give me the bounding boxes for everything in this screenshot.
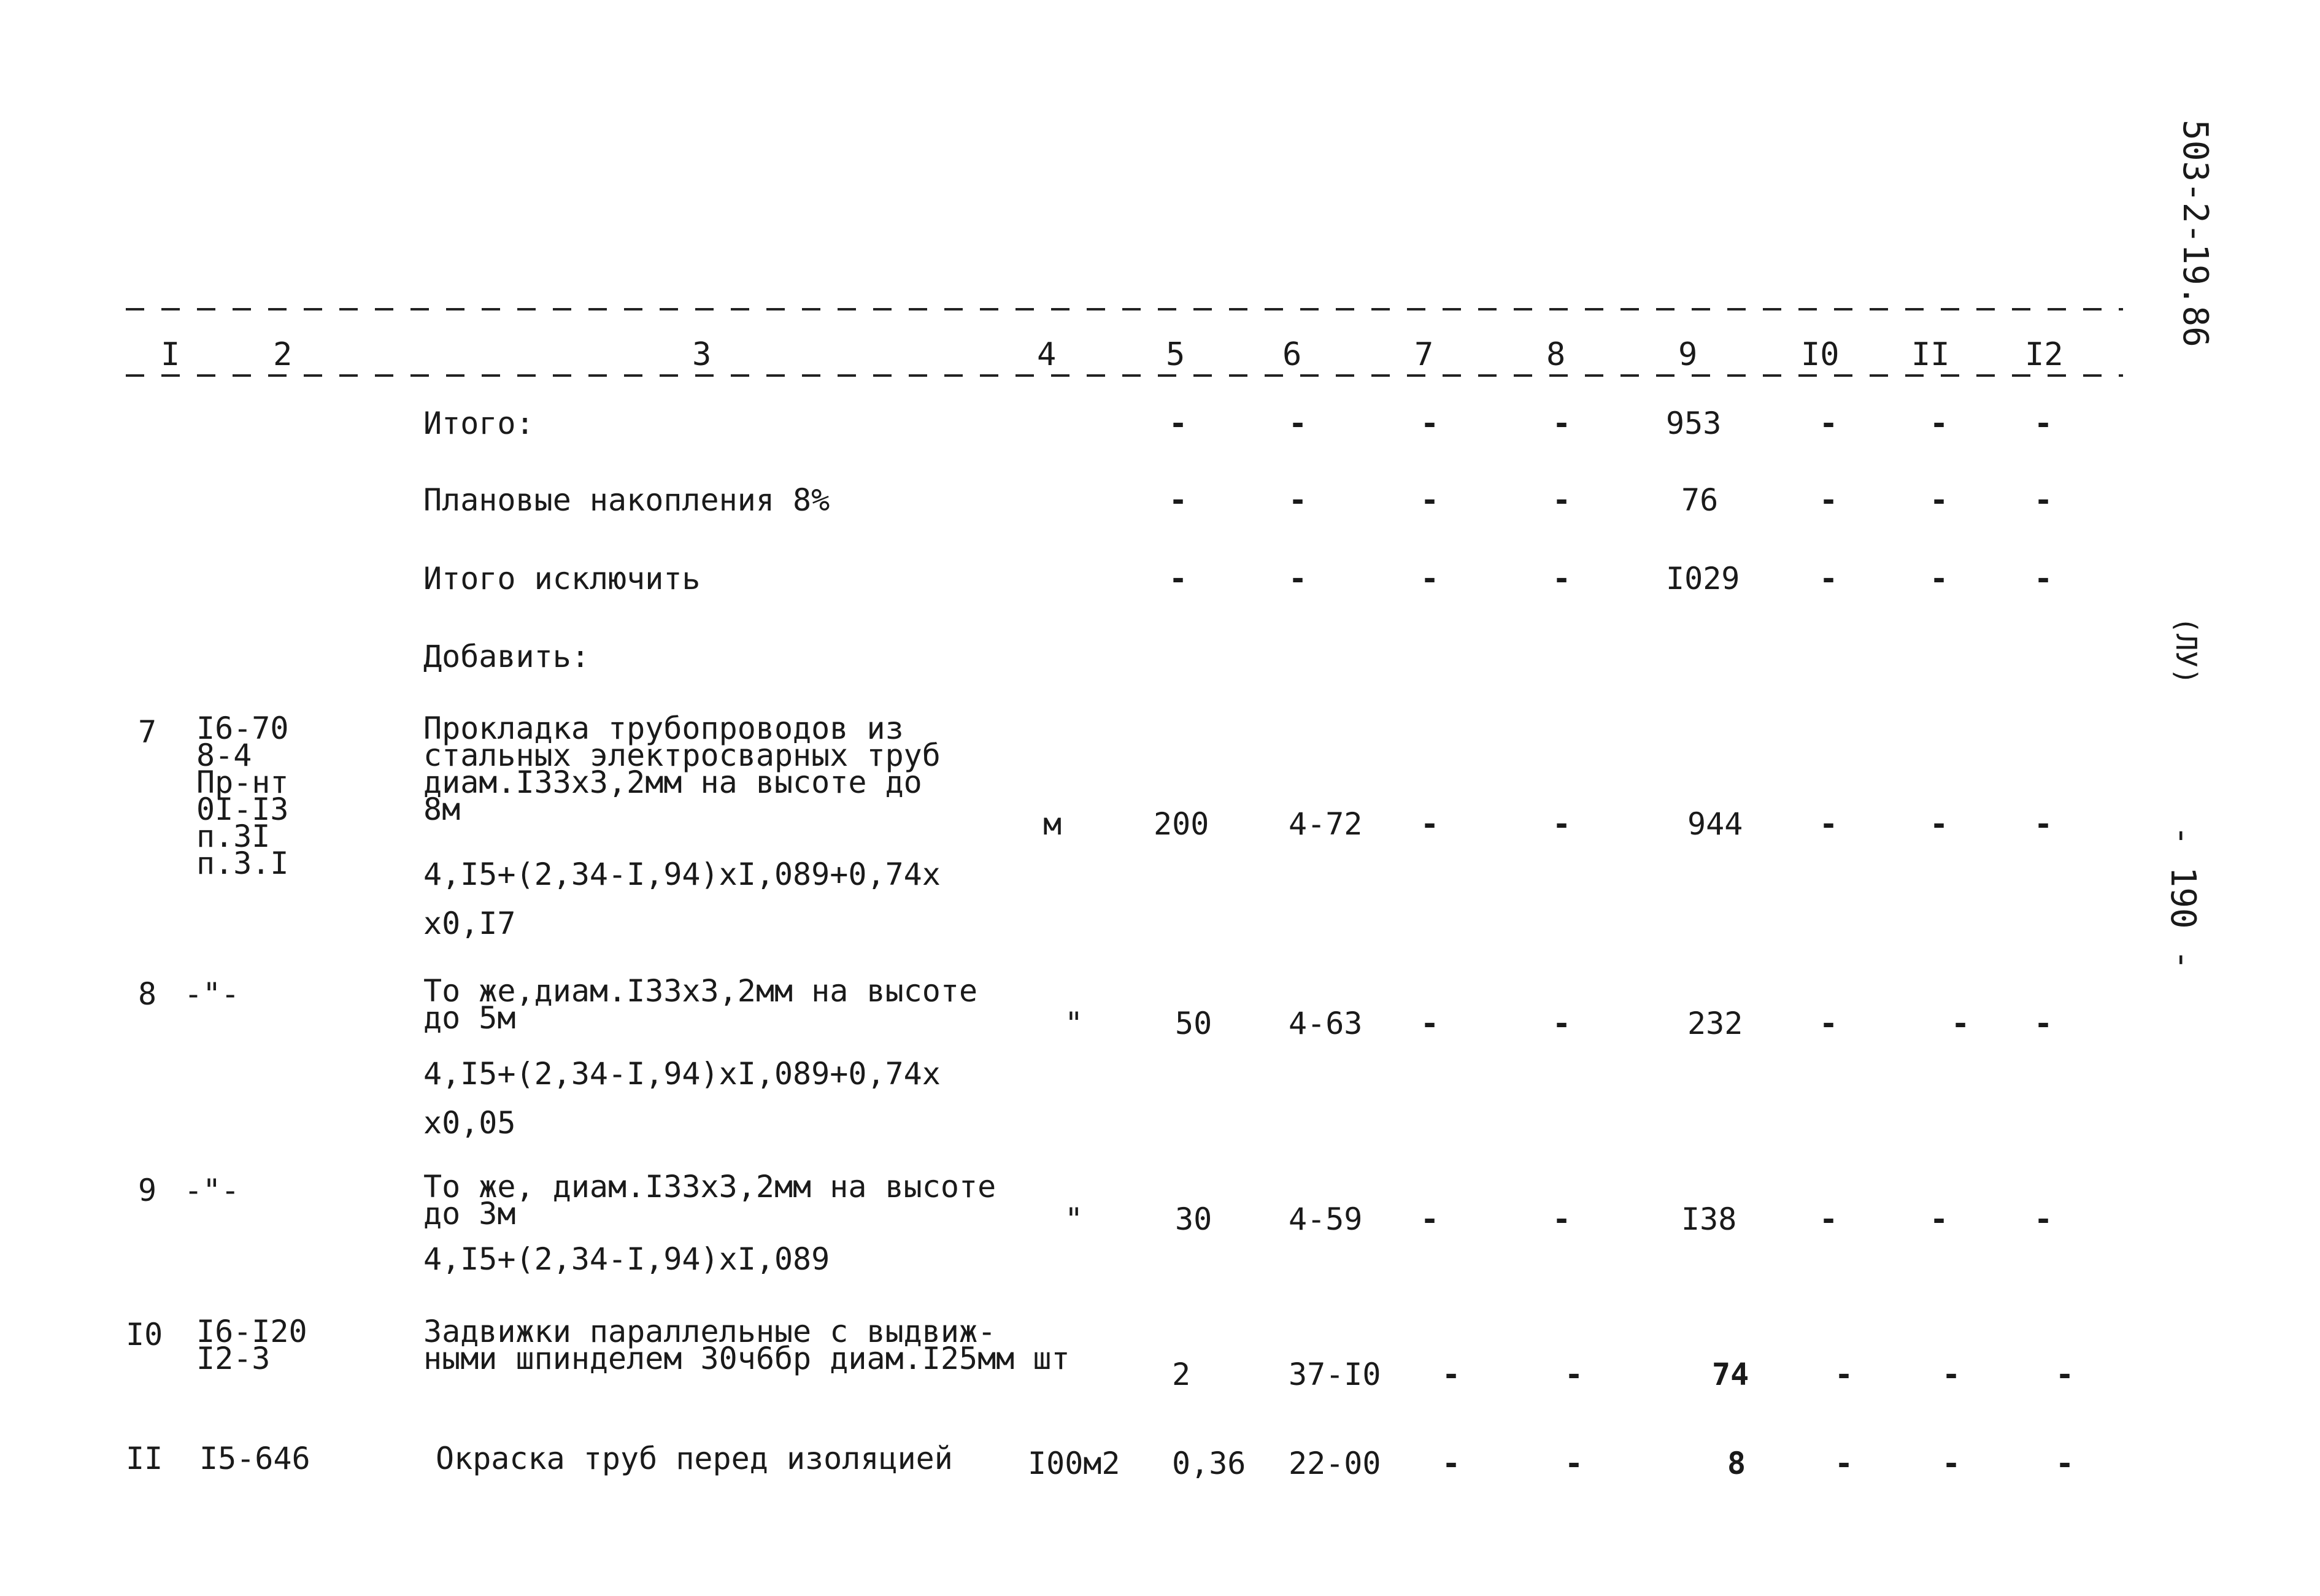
cell-c8: - — [1552, 806, 1571, 842]
cell-c5: - — [1169, 561, 1188, 596]
row-formula: 4,I5+(2,34-I,94)хI,089 — [423, 1241, 830, 1277]
cell-c8: - — [1552, 1201, 1571, 1237]
cell-c10: - — [1819, 1006, 1838, 1041]
cell-c12: - — [2034, 406, 2053, 441]
cell-unit: м — [1043, 806, 1062, 842]
row-code: -"- — [184, 1173, 240, 1208]
row-code: I6-70 8-4 Пр-нт 0I-I3 п.3I п.3.I — [196, 711, 289, 881]
cell-total: I38 — [1681, 1201, 1737, 1237]
cell-quantity: 200 — [1154, 806, 1209, 842]
row-description: Итого: — [423, 406, 534, 441]
cell-c7: - — [1442, 1446, 1461, 1481]
cell-price: 22-00 — [1289, 1446, 1381, 1481]
row-description: То же, диам.I33х3,2мм на высоте до 3м — [423, 1169, 996, 1232]
row-code: I6-I20 I2-3 — [196, 1314, 307, 1376]
row-description: То же,диам.I33х3,2мм на высоте до 5м — [423, 973, 978, 1036]
cell-c11: - — [1942, 1446, 1961, 1481]
row-code: I5-646 — [199, 1441, 310, 1476]
cell-c6: - — [1289, 482, 1308, 518]
cell-c8: - — [1552, 482, 1571, 518]
cell-c7: - — [1442, 1357, 1461, 1392]
row-description: Задвижки параллельные с выдвиж- ными шпинделем 30ч6бр диам.I25мм шт — [423, 1314, 1070, 1376]
cell-unit: " — [1065, 1201, 1084, 1237]
cell-c9: 76 — [1681, 482, 1719, 518]
cell-c12: - — [2034, 482, 2053, 518]
cell-c12: - — [2034, 1006, 2053, 1041]
cell-c12: - — [2034, 806, 2053, 842]
cell-c5: - — [1169, 482, 1188, 518]
row-description: Плановые накопления 8% — [423, 482, 830, 518]
cell-c12: - — [2056, 1357, 2075, 1392]
cell-c11: - — [1930, 1201, 1949, 1237]
cell-c11: - — [1951, 1006, 1970, 1041]
cell-quantity: 50 — [1175, 1006, 1212, 1041]
cell-c7: - — [1420, 1006, 1439, 1041]
cell-c11: - — [1930, 561, 1949, 596]
col-header-3: 3 — [692, 336, 712, 373]
row-formula: 4,I5+(2,34-I,94)хI,089+0,74х х0,I7 — [423, 857, 941, 941]
cell-c8: - — [1552, 1006, 1571, 1041]
cell-c6: - — [1289, 406, 1308, 441]
col-header-11: II — [1911, 336, 1950, 373]
row-description: Итого исключить — [423, 561, 701, 596]
col-header-1: I — [161, 336, 180, 373]
side-mark: (ЛУ) — [2170, 617, 2203, 685]
col-header-10: I0 — [1801, 336, 1840, 373]
cell-c7: - — [1420, 806, 1439, 842]
cell-c7: - — [1420, 482, 1439, 518]
row-description: Прокладка трубопроводов из стальных электросварных труб диам.I33х3,2мм на высоте до 8м — [423, 711, 941, 827]
cell-c10: - — [1835, 1357, 1854, 1392]
header-bottom-rule — [126, 374, 2123, 377]
cell-c10: - — [1835, 1446, 1854, 1481]
cell-c10: - — [1819, 482, 1838, 518]
row-formula: 4,I5+(2,34-I,94)хI,089+0,74х х0,05 — [423, 1056, 941, 1141]
cell-quantity: 2 — [1172, 1357, 1191, 1392]
cell-c10: - — [1819, 1201, 1838, 1237]
cell-c11: - — [1930, 406, 1949, 441]
cell-c6: - — [1289, 561, 1308, 596]
cell-total: 232 — [1687, 1006, 1743, 1041]
cell-c7: - — [1420, 406, 1439, 441]
col-header-8: 8 — [1546, 336, 1566, 373]
cell-price: 4-59 — [1289, 1201, 1363, 1237]
cell-c8: - — [1552, 561, 1571, 596]
row-number: II — [126, 1441, 163, 1476]
section-label-add: Добавить: — [423, 639, 590, 674]
cell-c12: - — [2034, 561, 2053, 596]
cell-c11: - — [1930, 482, 1949, 518]
cell-c8: - — [1565, 1446, 1584, 1481]
cell-quantity: 30 — [1175, 1201, 1212, 1237]
col-header-6: 6 — [1282, 336, 1302, 373]
cell-c8: - — [1552, 406, 1571, 441]
row-number: 9 — [138, 1173, 157, 1208]
cell-c10: - — [1819, 806, 1838, 842]
cell-c12: - — [2056, 1446, 2075, 1481]
row-number: 7 — [138, 714, 157, 750]
header-top-rule — [126, 308, 2123, 310]
cell-c12: - — [2034, 1201, 2053, 1237]
col-header-5: 5 — [1166, 336, 1185, 373]
col-header-2: 2 — [273, 336, 293, 373]
cell-c7: - — [1420, 1201, 1439, 1237]
cell-unit: " — [1065, 1006, 1084, 1041]
cell-price: 37-I0 — [1289, 1357, 1381, 1392]
page-number: - 190 - — [2163, 825, 2203, 971]
col-header-4: 4 — [1037, 336, 1057, 373]
cell-c10: - — [1819, 561, 1838, 596]
row-code: -"- — [184, 976, 240, 1012]
cell-c9: I029 — [1666, 561, 1740, 596]
cell-quantity: 0,36 — [1172, 1446, 1246, 1481]
cell-total: 8 — [1727, 1446, 1746, 1481]
row-number: I0 — [126, 1317, 163, 1352]
cell-unit: I00м2 — [1028, 1446, 1120, 1481]
row-description: Окраска труб перед изоляцией — [436, 1441, 953, 1476]
cell-c10: - — [1819, 406, 1838, 441]
cell-price: 4-72 — [1289, 806, 1363, 842]
col-header-12: I2 — [2025, 336, 2064, 373]
cell-c11: - — [1942, 1357, 1961, 1392]
cell-price: 4-63 — [1289, 1006, 1363, 1041]
cell-total: 944 — [1687, 806, 1743, 842]
document-code: 503-2-19.86 — [2175, 120, 2215, 347]
cell-c5: - — [1169, 406, 1188, 441]
cell-total: 74 — [1712, 1357, 1749, 1392]
cell-c11: - — [1930, 806, 1949, 842]
cell-c9: 953 — [1666, 406, 1722, 441]
cell-c7: - — [1420, 561, 1439, 596]
col-header-7: 7 — [1414, 336, 1434, 373]
cell-c8: - — [1565, 1357, 1584, 1392]
col-header-9: 9 — [1678, 336, 1698, 373]
row-number: 8 — [138, 976, 157, 1012]
